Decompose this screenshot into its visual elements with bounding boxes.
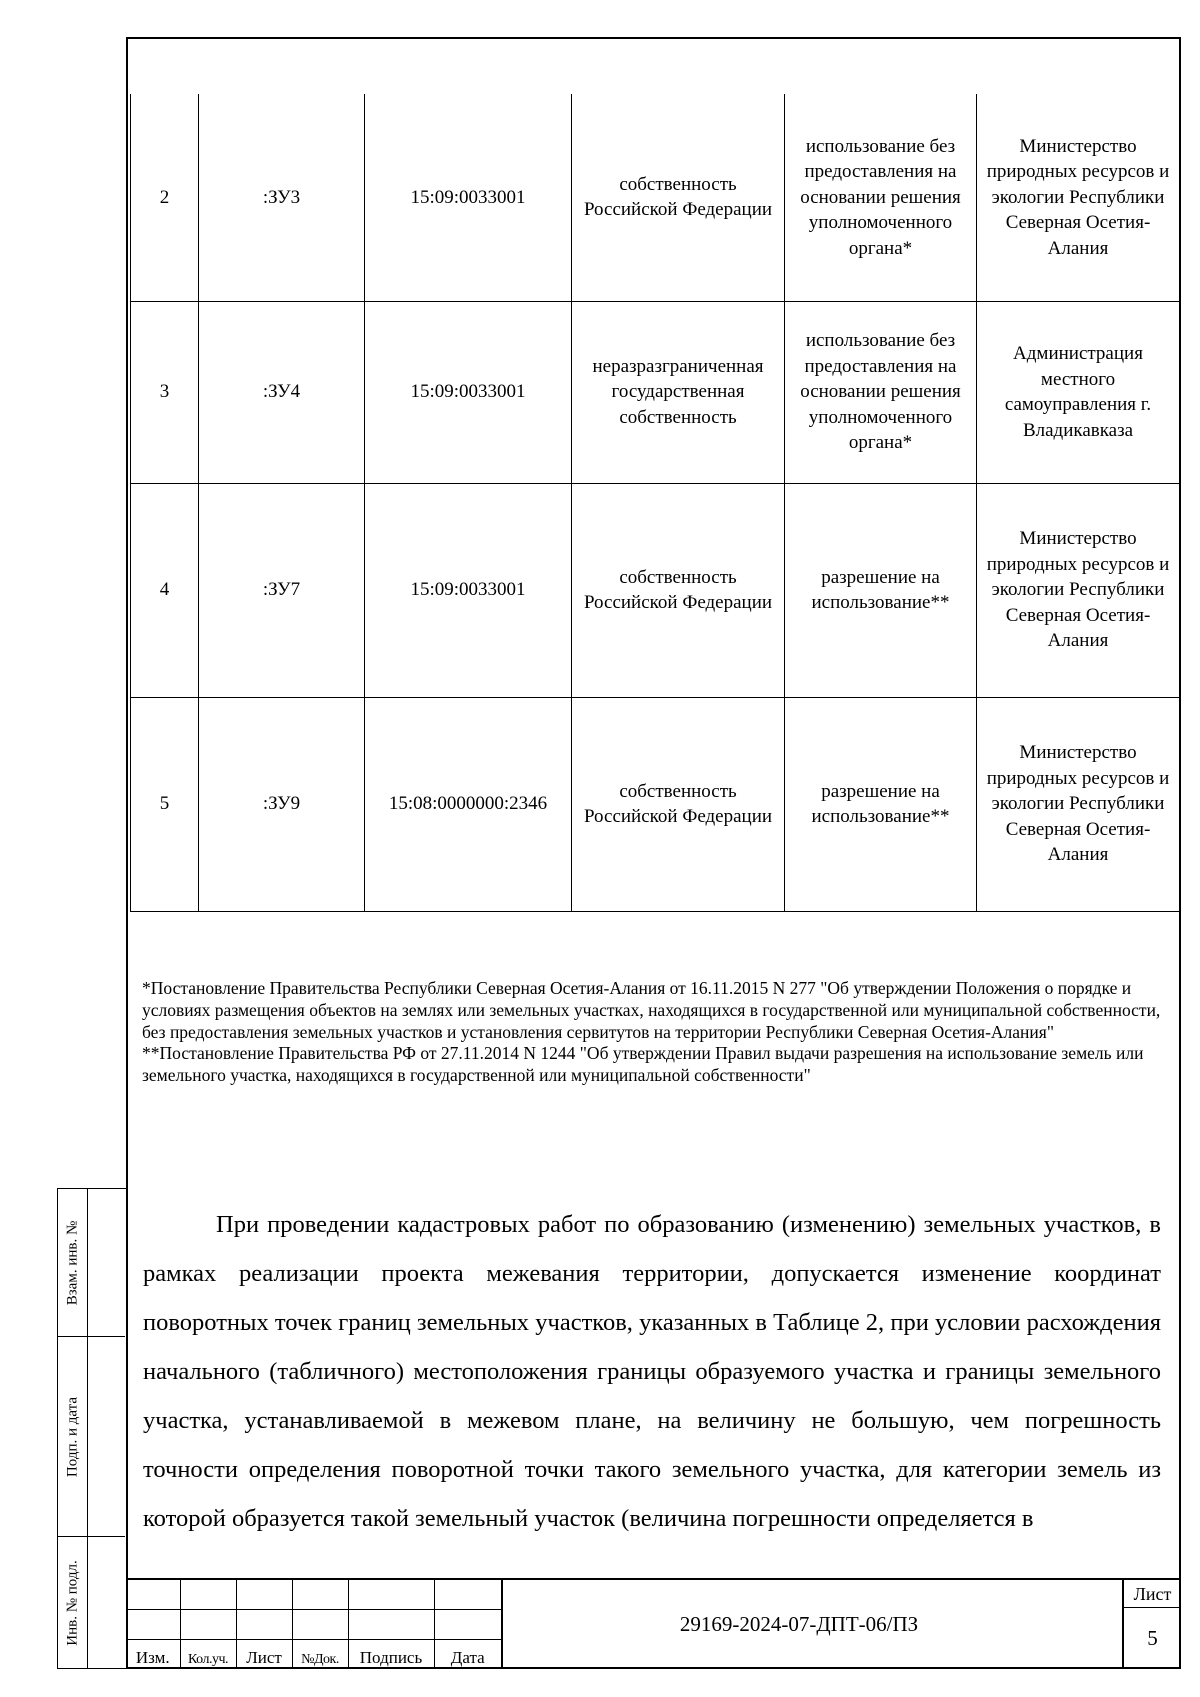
revision-grid	[126, 1580, 503, 1669]
row-number: 2	[131, 94, 199, 301]
ownership-form: собственность Российской Федерации	[572, 94, 785, 301]
stamp-cell-podp	[58, 1337, 125, 1537]
cadastral-quarter: 15:09:0033001	[365, 483, 572, 697]
ownership-form: неразразграниченная государственная собственность	[572, 301, 785, 483]
row-number: 3	[131, 301, 199, 483]
document-code-text: 29169-2024-07-ДПТ-06/ПЗ	[679, 1612, 919, 1636]
sheet-label: Лист	[1124, 1580, 1181, 1608]
header-nodok: №Док.	[292, 1639, 348, 1669]
row-number: 5	[131, 697, 199, 911]
header-list: Лист	[236, 1639, 292, 1669]
stamp-cell-inv	[58, 1537, 125, 1668]
body-paragraph: При проведении кадастровых работ по образованию (изменению) земельных участков, в рамках реализации проекта межевания территории, допускается изменение координат поворотных точек границ земельных участков, указанных в Таблице 2, при условии расхождения начального (табличного) местоположения границы образуемого участка и границы земельного участка, устанавливаемой в межевом плане, на величину не большую, чем погрешность точности определения поворотной точки такого земельного участка, для категории земель из которой образуется такой земельный участок (величина погрешности определяется в	[143, 1211, 1161, 1532]
stamp-label-vzam: Взам. инв. №	[64, 1220, 81, 1305]
table-row	[131, 483, 1180, 697]
table-row	[131, 697, 1180, 911]
header-data: Дата	[434, 1639, 502, 1669]
title-block	[126, 1578, 1181, 1669]
plot-designation: :ЗУ9	[199, 697, 365, 911]
table-row	[131, 94, 1180, 301]
plot-designation: :ЗУ4	[199, 301, 365, 483]
ownership-form: собственность Российской Федерации	[572, 483, 785, 697]
document-code	[502, 1580, 1200, 1669]
use-basis: использование без предоставления на основании решения уполномоченного органа*	[785, 301, 977, 483]
footnote-2: **Постановление Правительства РФ от 27.11.2014 N 1244 "Об утверждении Правил выдачи разрешения на использование земель или земельного участка, находящихся в государственной или муниципальной собственности"	[142, 1043, 1144, 1086]
header-koluch: Кол.уч.	[180, 1639, 236, 1669]
authority: Министерство природных ресурсов и экологии Республики Северная Осетия-Алания	[977, 483, 1180, 697]
use-basis: использование без предоставления на основании решения уполномоченного органа*	[785, 94, 977, 301]
header-podpis: Подпись	[348, 1639, 434, 1669]
use-basis: разрешение на использование**	[785, 483, 977, 697]
footnote-1: *Постановление Правительства Республики Северная Осетия-Алания от 16.11.2015 N 277 "Об утверждении Положения о порядке и условиях размещения объектов на землях или земельных участках, находящихся в государственной или муниципальной собственности, без предоставления земельных участков и установления сервитутов на территории Республики Северная Осетия-Алания"	[142, 978, 1161, 1042]
plot-designation: :ЗУ7	[199, 483, 365, 697]
land-plots-table	[130, 94, 1180, 912]
footnotes	[142, 978, 1167, 1087]
sheet-number: 5	[1147, 1626, 1158, 1650]
stamp-label-podp: Подп. и дата	[64, 1396, 81, 1477]
use-basis: разрешение на использование**	[785, 697, 977, 911]
cadastral-quarter: 15:09:0033001	[365, 301, 572, 483]
row-number: 4	[131, 483, 199, 697]
stamp-label-inv: Инв. № подл.	[64, 1559, 81, 1646]
header-izm: Изм.	[126, 1639, 180, 1669]
plot-designation: :ЗУ3	[199, 94, 365, 301]
ownership-form: собственность Российской Федерации	[572, 697, 785, 911]
cadastral-quarter: 15:08:0000000:2346	[365, 697, 572, 911]
stamp-cell-vzam	[58, 1189, 125, 1337]
authority: Министерство природных ресурсов и экологии Республики Северная Осетия-Алания	[977, 697, 1180, 911]
authority: Администрация местного самоуправления г. Владикавказа	[977, 301, 1180, 483]
table-row	[131, 301, 1180, 483]
authority: Министерство природных ресурсов и экологии Республики Северная Осетия-Алания	[977, 94, 1180, 301]
side-stamp	[57, 1188, 126, 1669]
sheet-box	[1122, 1580, 1181, 1669]
revision-header-row	[126, 1639, 502, 1669]
cadastral-quarter: 15:09:0033001	[365, 94, 572, 301]
